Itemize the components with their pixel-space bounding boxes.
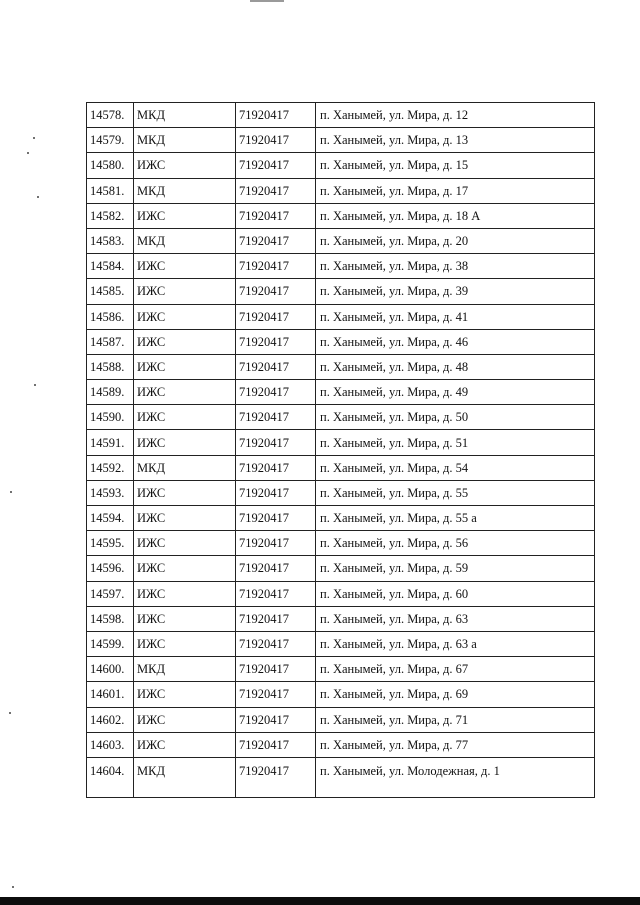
- table-row: [87, 682, 595, 707]
- oktmo-code-cell: 71920417: [236, 354, 316, 379]
- row-number-cell: 14580.: [87, 153, 134, 178]
- row-number-cell: 14598.: [87, 606, 134, 631]
- address-cell: п. Ханымей, ул. Мира, д. 18 А: [316, 203, 595, 228]
- building-type-cell: ИЖС: [134, 304, 236, 329]
- table-row: [87, 405, 595, 430]
- address-cell: п. Ханымей, ул. Мира, д. 63: [316, 606, 595, 631]
- building-type-cell: ИЖС: [134, 405, 236, 430]
- oktmo-code-cell: 71920417: [236, 455, 316, 480]
- scan-speck: [33, 137, 35, 139]
- building-type-cell: ИЖС: [134, 279, 236, 304]
- oktmo-code-cell: 71920417: [236, 732, 316, 757]
- row-number-cell: 14596.: [87, 556, 134, 581]
- row-number-cell: 14597.: [87, 581, 134, 606]
- table-row: [87, 178, 595, 203]
- scan-speck: [9, 712, 11, 714]
- building-type-cell: ИЖС: [134, 631, 236, 656]
- oktmo-code-cell: 71920417: [236, 657, 316, 682]
- building-type-cell: МКД: [134, 455, 236, 480]
- row-number-cell: 14581.: [87, 178, 134, 203]
- oktmo-code-cell: 71920417: [236, 606, 316, 631]
- oktmo-code-cell: 71920417: [236, 506, 316, 531]
- oktmo-code-cell: 71920417: [236, 707, 316, 732]
- address-cell: п. Ханымей, ул. Мира, д. 46: [316, 329, 595, 354]
- table-row: [87, 380, 595, 405]
- oktmo-code-cell: 71920417: [236, 380, 316, 405]
- row-number-cell: 14591.: [87, 430, 134, 455]
- building-type-cell: ИЖС: [134, 203, 236, 228]
- building-type-cell: ИЖС: [134, 329, 236, 354]
- oktmo-code-cell: 71920417: [236, 682, 316, 707]
- building-type-cell: МКД: [134, 657, 236, 682]
- row-number-cell: 14582.: [87, 203, 134, 228]
- building-type-cell: МКД: [134, 103, 236, 128]
- oktmo-code-cell: 71920417: [236, 430, 316, 455]
- address-cell: п. Ханымей, ул. Молодежная, д. 1: [316, 757, 595, 797]
- row-number-cell: 14599.: [87, 631, 134, 656]
- row-number-cell: 14583.: [87, 228, 134, 253]
- building-type-cell: ИЖС: [134, 531, 236, 556]
- row-number-cell: 14584.: [87, 254, 134, 279]
- row-number-cell: 14604.: [87, 757, 134, 797]
- table-row: [87, 354, 595, 379]
- table-row: [87, 556, 595, 581]
- table-row: [87, 606, 595, 631]
- oktmo-code-cell: 71920417: [236, 279, 316, 304]
- building-type-cell: МКД: [134, 228, 236, 253]
- building-type-cell: ИЖС: [134, 380, 236, 405]
- scan-speck: [34, 384, 36, 386]
- address-cell: п. Ханымей, ул. Мира, д. 55: [316, 480, 595, 505]
- row-number-cell: 14594.: [87, 506, 134, 531]
- building-type-cell: МКД: [134, 128, 236, 153]
- building-type-cell: ИЖС: [134, 480, 236, 505]
- address-cell: п. Ханымей, ул. Мира, д. 69: [316, 682, 595, 707]
- row-number-cell: 14578.: [87, 103, 134, 128]
- table-row: [87, 506, 595, 531]
- building-type-cell: ИЖС: [134, 153, 236, 178]
- table-row: [87, 657, 595, 682]
- row-number-cell: 14603.: [87, 732, 134, 757]
- building-type-cell: ИЖС: [134, 430, 236, 455]
- oktmo-code-cell: 71920417: [236, 304, 316, 329]
- row-number-cell: 14595.: [87, 531, 134, 556]
- address-cell: п. Ханымей, ул. Мира, д. 38: [316, 254, 595, 279]
- table-row: [87, 128, 595, 153]
- table-row: [87, 430, 595, 455]
- table-row: [87, 203, 595, 228]
- building-type-cell: ИЖС: [134, 556, 236, 581]
- table-row: [87, 304, 595, 329]
- oktmo-code-cell: 71920417: [236, 103, 316, 128]
- row-number-cell: 14602.: [87, 707, 134, 732]
- oktmo-code-cell: 71920417: [236, 178, 316, 203]
- table-row: [87, 631, 595, 656]
- row-number-cell: 14593.: [87, 480, 134, 505]
- building-type-cell: ИЖС: [134, 707, 236, 732]
- scan-top-mark: [250, 0, 284, 2]
- oktmo-code-cell: 71920417: [236, 480, 316, 505]
- oktmo-code-cell: 71920417: [236, 254, 316, 279]
- oktmo-code-cell: 71920417: [236, 153, 316, 178]
- row-number-cell: 14589.: [87, 380, 134, 405]
- address-cell: п. Ханымей, ул. Мира, д. 60: [316, 581, 595, 606]
- registry-table-body: [87, 103, 595, 798]
- address-cell: п. Ханымей, ул. Мира, д. 20: [316, 228, 595, 253]
- address-cell: п. Ханымей, ул. Мира, д. 67: [316, 657, 595, 682]
- scan-speck: [37, 196, 39, 198]
- address-cell: п. Ханымей, ул. Мира, д. 63 а: [316, 631, 595, 656]
- building-type-cell: МКД: [134, 757, 236, 797]
- row-number-cell: 14587.: [87, 329, 134, 354]
- building-type-cell: ИЖС: [134, 354, 236, 379]
- oktmo-code-cell: 71920417: [236, 757, 316, 797]
- oktmo-code-cell: 71920417: [236, 556, 316, 581]
- address-cell: п. Ханымей, ул. Мира, д. 54: [316, 455, 595, 480]
- oktmo-code-cell: 71920417: [236, 329, 316, 354]
- address-cell: п. Ханымей, ул. Мира, д. 59: [316, 556, 595, 581]
- building-type-cell: ИЖС: [134, 581, 236, 606]
- row-number-cell: 14600.: [87, 657, 134, 682]
- row-number-cell: 14586.: [87, 304, 134, 329]
- table-row: [87, 757, 595, 797]
- address-cell: п. Ханымей, ул. Мира, д. 39: [316, 279, 595, 304]
- address-cell: п. Ханымей, ул. Мира, д. 48: [316, 354, 595, 379]
- oktmo-code-cell: 71920417: [236, 581, 316, 606]
- address-cell: п. Ханымей, ул. Мира, д. 41: [316, 304, 595, 329]
- row-number-cell: 14590.: [87, 405, 134, 430]
- oktmo-code-cell: 71920417: [236, 531, 316, 556]
- oktmo-code-cell: 71920417: [236, 228, 316, 253]
- address-cell: п. Ханымей, ул. Мира, д. 56: [316, 531, 595, 556]
- address-cell: п. Ханымей, ул. Мира, д. 71: [316, 707, 595, 732]
- address-cell: п. Ханымей, ул. Мира, д. 15: [316, 153, 595, 178]
- address-cell: п. Ханымей, ул. Мира, д. 13: [316, 128, 595, 153]
- row-number-cell: 14588.: [87, 354, 134, 379]
- oktmo-code-cell: 71920417: [236, 405, 316, 430]
- building-type-cell: ИЖС: [134, 254, 236, 279]
- row-number-cell: 14579.: [87, 128, 134, 153]
- table-row: [87, 531, 595, 556]
- address-cell: п. Ханымей, ул. Мира, д. 12: [316, 103, 595, 128]
- address-cell: п. Ханымей, ул. Мира, д. 77: [316, 732, 595, 757]
- scan-speck: [12, 886, 14, 888]
- address-cell: п. Ханымей, ул. Мира, д. 51: [316, 430, 595, 455]
- row-number-cell: 14592.: [87, 455, 134, 480]
- address-cell: п. Ханымей, ул. Мира, д. 49: [316, 380, 595, 405]
- oktmo-code-cell: 71920417: [236, 128, 316, 153]
- table-row: [87, 228, 595, 253]
- building-type-cell: ИЖС: [134, 732, 236, 757]
- building-type-cell: ИЖС: [134, 506, 236, 531]
- oktmo-code-cell: 71920417: [236, 203, 316, 228]
- building-type-cell: МКД: [134, 178, 236, 203]
- address-cell: п. Ханымей, ул. Мира, д. 17: [316, 178, 595, 203]
- table-row: [87, 480, 595, 505]
- table-row: [87, 329, 595, 354]
- building-type-cell: ИЖС: [134, 682, 236, 707]
- table-row: [87, 455, 595, 480]
- scan-bottom-edge: [0, 897, 640, 905]
- address-cell: п. Ханымей, ул. Мира, д. 55 а: [316, 506, 595, 531]
- table-row: [87, 254, 595, 279]
- building-type-cell: ИЖС: [134, 606, 236, 631]
- scan-speck: [10, 491, 12, 493]
- row-number-cell: 14585.: [87, 279, 134, 304]
- row-number-cell: 14601.: [87, 682, 134, 707]
- scan-speck: [27, 152, 29, 154]
- table-row: [87, 153, 595, 178]
- oktmo-code-cell: 71920417: [236, 631, 316, 656]
- table-row: [87, 732, 595, 757]
- table-row: [87, 581, 595, 606]
- address-cell: п. Ханымей, ул. Мира, д. 50: [316, 405, 595, 430]
- table-row: [87, 279, 595, 304]
- registry-table: [86, 102, 595, 798]
- table-row: [87, 103, 595, 128]
- table-row: [87, 707, 595, 732]
